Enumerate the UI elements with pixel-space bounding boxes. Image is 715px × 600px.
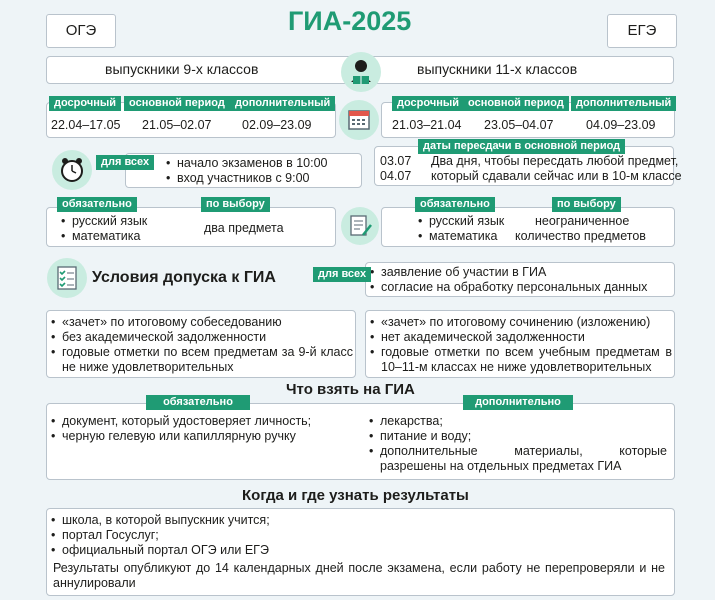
oge-tab-label: ОГЭ — [65, 22, 97, 39]
list-item: • математика — [59, 229, 147, 244]
oge-extra-tag: дополнительный — [230, 96, 335, 111]
ege-tab[interactable] — [607, 14, 677, 48]
results-list — [49, 513, 270, 558]
retake-date-2: 04.07 — [380, 169, 412, 183]
admission-for-all-tag: для всех — [313, 267, 371, 282]
document-icon-badge — [341, 207, 379, 245]
list-item: • документ, который удостоверяет личность; — [49, 414, 359, 429]
ege-extra-dates: 04.09–23.09 — [586, 118, 656, 132]
calendar-icon-badge — [339, 100, 379, 140]
oge-optional-text: два предмета — [204, 221, 284, 235]
results-note: Результаты опубликуют до 14 календарных дней после экзамена, если работу не перепроверяли и не аннулировали — [53, 561, 665, 590]
oge-subjects-box — [46, 207, 336, 247]
oge-mandatory-list — [59, 214, 147, 244]
ege-mandatory-tag: обязательно — [415, 197, 495, 212]
oge-mandatory-tag: обязательно — [57, 197, 137, 212]
oge-optional-tag: по выбору — [201, 197, 270, 212]
ege-admission-list — [368, 315, 672, 375]
calendar-icon — [339, 100, 379, 140]
list-item: • годовые отметки по всем учебным предметам в 10–11-м классах не ниже удовлетворительных — [368, 345, 672, 375]
retake-tag: даты пересдачи в основной период — [418, 139, 625, 154]
admission-title: Условия допуска к ГИА — [92, 269, 276, 286]
oge-main-tag: основной период — [124, 96, 230, 111]
graduates-11-label: выпускники 11-х классов — [417, 61, 578, 77]
ege-early-tag: досрочный — [392, 96, 464, 111]
retake-text-2: который сдавали сейчас или в 10-м классе — [431, 169, 682, 183]
list-item: • дополнительные материалы, которые разрешены на отдельных предметах ГИА — [367, 444, 667, 474]
list-item: • питание и воду; — [367, 429, 667, 444]
what-to-take-mandatory-tag: обязательно — [146, 395, 250, 410]
ege-tab-label: ЕГЭ — [627, 22, 657, 39]
list-item: • черную гелевую или капиллярную ручку — [49, 429, 359, 444]
oge-extra-dates: 02.09–23.09 — [242, 118, 312, 132]
retake-date-1: 03.07 — [380, 154, 412, 168]
what-to-take-title: Что взять на ГИА — [286, 381, 415, 398]
alarm-clock-icon — [52, 150, 92, 190]
list-item: • нет академической задолженности — [368, 330, 672, 345]
oge-early-tag: досрочный — [49, 96, 121, 111]
list-item: • школа, в которой выпускник учится; — [49, 513, 270, 528]
checklist-icon-badge — [47, 258, 87, 298]
what-to-take-mandatory-list — [49, 414, 359, 444]
list-item: • «зачет» по итоговому сочинению (изложению) — [368, 315, 672, 330]
retake-text-1: Два дня, чтобы пересдать любой предмет, — [431, 154, 679, 168]
list-item: • русский язык — [416, 214, 504, 229]
list-item: • математика — [416, 229, 504, 244]
ege-optional-line-1: неограниченное — [535, 214, 630, 228]
document-pen-icon — [341, 207, 379, 245]
list-item: • заявление об участии в ГИА — [368, 265, 647, 280]
ege-admission-box — [365, 310, 675, 378]
ege-optional-tag: по выбору — [552, 197, 621, 212]
ege-early-dates: 21.03–21.04 — [392, 118, 462, 132]
ege-optional-line-2: количество предметов — [515, 229, 646, 243]
list-item: • начало экзаменов в 10:00 — [164, 156, 327, 171]
what-to-take-optional-list — [367, 414, 667, 474]
list-item: • без академической задолженности — [49, 330, 353, 345]
oge-main-dates: 21.05–02.07 — [142, 118, 212, 132]
list-item: • вход участников с 9:00 — [164, 171, 327, 186]
list-item: • «зачет» по итоговому собеседованию — [49, 315, 353, 330]
what-to-take-box — [46, 403, 675, 480]
exam-time-list — [164, 156, 327, 186]
oge-admission-list — [49, 315, 353, 375]
ege-mandatory-list — [416, 214, 504, 244]
ege-main-tag: основной период — [463, 96, 569, 111]
list-item: • годовые отметки по всем предметам за 9-й класс не ниже удовлетворительных — [49, 345, 353, 375]
oge-early-dates: 22.04–17.05 — [51, 118, 121, 132]
for-all-exam-time-box — [125, 153, 362, 188]
clock-icon-badge — [52, 150, 92, 190]
list-item: • портал Госуслуг; — [49, 528, 270, 543]
what-to-take-optional-tag: дополнительно — [463, 395, 573, 410]
results-title: Когда и где узнать результаты — [242, 487, 469, 504]
student-icon-badge — [341, 52, 381, 92]
graduates-9-label: выпускники 9-х классов — [105, 61, 259, 77]
checklist-icon — [47, 258, 87, 298]
student-reading-icon — [341, 52, 381, 92]
list-item: • русский язык — [59, 214, 147, 229]
oge-admission-box — [46, 310, 356, 378]
ege-main-dates: 23.05–04.07 — [484, 118, 554, 132]
results-box — [46, 508, 675, 596]
page-title: ГИА-2025 — [288, 6, 412, 36]
admission-for-all-list — [368, 265, 647, 295]
list-item: • официальный портал ОГЭ или ЕГЭ — [49, 543, 270, 558]
oge-tab[interactable] — [46, 14, 116, 48]
ege-extra-tag: дополнительный — [571, 96, 676, 111]
ege-subjects-box — [381, 207, 675, 247]
list-item: • лекарства; — [367, 414, 667, 429]
for-all-tag: для всех — [96, 155, 154, 170]
list-item: • согласие на обработку персональных данных — [368, 280, 647, 295]
admission-for-all-box — [365, 262, 675, 297]
